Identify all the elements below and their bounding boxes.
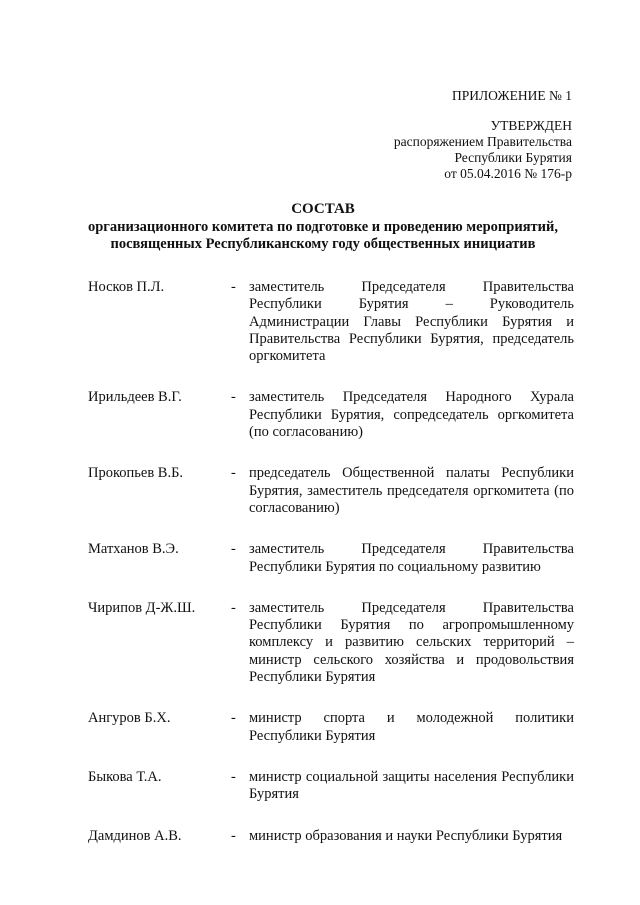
member-role: заместитель Председателя Правительства Республики Бурятия по агропромышленному комплексу и развитию сельских территорий – министр сельского хозяйства и продовольствия Республики Бурятия (249, 599, 574, 686)
approval-block (0, 118, 572, 182)
member-dash: - (231, 465, 236, 482)
member-role: заместитель Председателя Народного Хурала Республики Бурятия, сопредседатель оргкомитета (по согласованию) (249, 389, 574, 441)
approved-label: УТВЕРЖДЕН (490, 118, 572, 133)
member-row (0, 541, 640, 576)
member-dash: - (231, 599, 236, 616)
title-main: СОСТАВ (291, 201, 355, 217)
member-role: заместитель Председателя Правительства Республики Бурятия – Руководитель Администрации Главы Республики Бурятия и Правительства Республики Бурятия, председатель оргкомитета (249, 279, 574, 365)
member-row (0, 828, 640, 845)
member-role: председатель Общественной палаты Республики Бурятия, заместитель председателя оргкомитета (по согласованию) (249, 465, 574, 516)
member-name: Ирильдеев В.Г. (88, 389, 182, 406)
member-name: Быкова Т.А. (88, 768, 162, 785)
member-role: министр социальной защиты населения Республики Бурятия (249, 768, 574, 803)
approved-by-order: распоряжением Правительства (393, 134, 572, 149)
document-title (0, 201, 640, 253)
document-header (0, 88, 572, 182)
member-dash: - (231, 768, 236, 785)
member-row (0, 600, 640, 686)
member-row (0, 389, 640, 441)
member-dash: - (231, 389, 236, 406)
member-name: Прокопьев В.Б. (88, 465, 184, 482)
member-name: Чирипов Д-Ж.Ш. (88, 599, 196, 616)
member-name: Дамдинов А.В. (88, 827, 182, 844)
member-dash: - (231, 710, 236, 727)
member-row (0, 710, 640, 745)
member-name: Матханов В.Э. (88, 541, 179, 558)
member-role: министр спорта и молодежной политики Республики Бурятия (249, 710, 574, 744)
member-row (0, 279, 640, 365)
title-line-1: организационного комитета по подготовке и проведению мероприятий, (87, 219, 559, 235)
member-row (0, 465, 640, 517)
order-date-number: от 05.04.2016 № 176-р (444, 166, 572, 181)
member-row (0, 769, 640, 804)
committee-members-list (0, 279, 640, 869)
title-line-2: посвященных Республиканскому году общественных инициатив (110, 236, 536, 252)
member-dash: - (231, 541, 236, 558)
member-role: заместитель Председателя Правительства Республики Бурятия по социальному развитию (249, 541, 574, 575)
member-dash: - (231, 279, 236, 295)
member-name: Ангуров Б.Х. (88, 710, 171, 727)
member-dash: - (231, 827, 236, 844)
annex-label: ПРИЛОЖЕНИЕ № 1 (451, 88, 572, 103)
member-role: министр образования и науки Республики Бурятия (249, 827, 563, 844)
member-name: Носков П.Л. (88, 279, 165, 295)
approved-by-republic: Республики Бурятия (454, 150, 572, 165)
